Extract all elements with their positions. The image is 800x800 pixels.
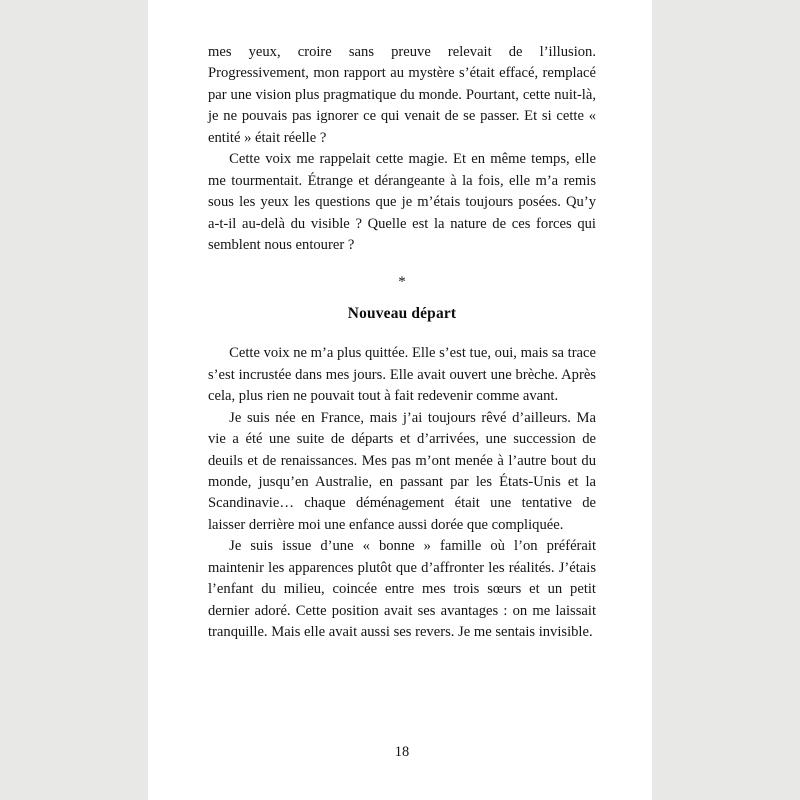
book-page xyxy=(148,0,652,800)
paragraph-continued: mes yeux, croire sans preuve relevait de l’illusion. Progressivement, mon rapport au mystère s’était effacé, remplacé par une vision plus pragmatique du monde. Pourtant, cette nuit-là, je ne pouvais pas ignorer ce qui venait de se passer. Et si cette « entité » était réelle ? xyxy=(208,44,596,146)
page-number: 18 xyxy=(394,744,410,760)
paragraph: Cette voix ne m’a plus quittée. Elle s’est tue, oui, mais sa trace s’est incrustée dans mes jours. Elle avait ouvert une brèche. Après cela, plus rien ne pouvait tout à fait redevenir comme avant. xyxy=(208,345,596,405)
section-separator: * xyxy=(398,274,406,291)
section-title: Nouveau départ xyxy=(347,305,457,323)
text-block-before-break xyxy=(208,42,596,256)
page-content xyxy=(208,42,596,758)
paragraph: Cette voix me rappelait cette magie. Et en même temps, elle me tourmentait. Étrange et dérangeante à la fois, elle m’a remis sous les yeux les questions que je m’étais toujours posées. Qu’y a-t-il au-delà du visible ? Quelle est la nature de ces forces qui semblent nous entourer ? xyxy=(208,151,596,253)
text-block-after-break xyxy=(208,343,596,643)
paragraph: Je suis issue d’une « bonne » famille où l’on préférait maintenir les apparences plutôt que d’affronter les réalités. J’étais l’enfant du milieu, coincée entre mes trois sœurs et un petit dernier adoré. Cette position avait ses avantages : on me laissait tranquille. Mais elle avait aussi ses revers. Je me sentais invisible. xyxy=(208,538,596,641)
paragraph: Je suis née en France, mais j’ai toujours rêvé d’ailleurs. Ma vie a été une suite de départs et d’arrivées, une succession de deuils et de renaissances. Mes pas m’ont menée à l’autre bout du monde, jusqu’en Australie, en passant par les États-Unis et la Scandinavie… chaque déménagement était une tentative de laisser derrière moi une enfance aussi dorée que compliquée. xyxy=(208,409,596,533)
